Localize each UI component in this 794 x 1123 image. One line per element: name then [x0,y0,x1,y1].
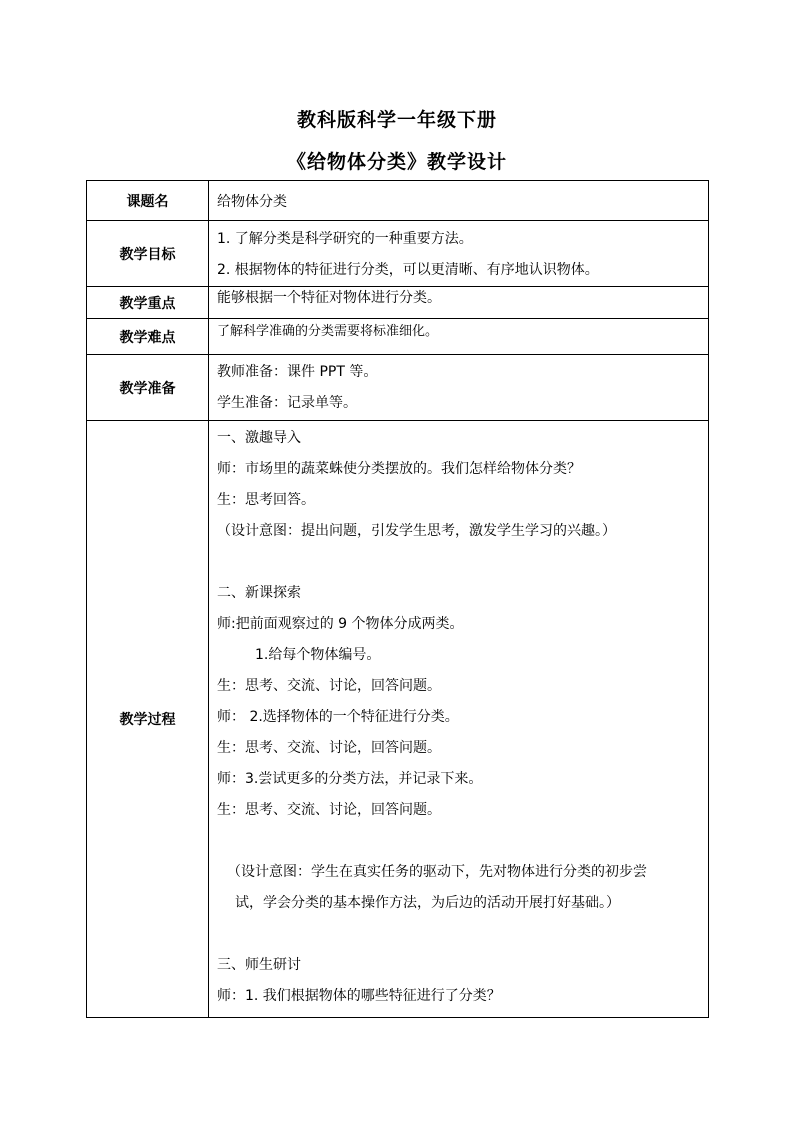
section-heading: 二、新课探索 [217,585,301,601]
objective-line: 2. 根据物体的特征进行分类，可以更清晰、有序地认识物体。 [217,262,599,278]
objectives-cell [209,221,709,287]
topic-value-cell [209,181,709,221]
process-line: 生：思考、交流、讨论，回答问题。 [217,678,441,694]
lesson-plan-table [86,180,709,1018]
table-row-topic [87,181,709,221]
process-line: 师：市场里的蔬菜蛛使分类摆放的。我们怎样给物体分类？ [217,461,581,477]
process-line: 师：1. 我们根据物体的哪些特征进行了分类？ [217,988,501,1004]
process-line: 师:把前面观察过的 9 个物体分成两类。 [217,616,464,632]
topic-label: 课题名 [87,181,209,221]
objective-line: 1. 了解分类是科学研究的一种重要方法。 [217,231,473,247]
table-row-objectives [87,221,709,287]
design-intent-note [217,857,702,919]
design-intent-note: （设计意图：提出问题，引发学生思考，激发学生学习的兴趣。） [217,523,616,539]
key-points-cell [209,287,709,319]
section-heading: 一、激趣导入 [217,430,301,446]
key-points-label: 教学重点 [87,287,209,319]
preparation-label: 教学准备 [87,355,209,421]
preparation-line: 教师准备：课件 PPT 等。 [217,364,378,380]
preparation-line: 学生准备：记录单等。 [217,395,357,411]
spacer [217,547,702,578]
document-title: 教科版科学一年级下册 [296,109,497,131]
difficulties-label: 教学难点 [87,319,209,355]
difficulties-value: 了解科学准确的分类需要将标准细化。 [217,324,439,339]
topic-value: 给物体分类 [217,193,287,210]
section-heading: 三、师生研讨 [217,957,301,973]
table-row-key-points [87,287,709,319]
process-line: 生：思考、交流、讨论，回答问题。 [217,802,441,818]
difficulties-cell [209,319,709,355]
design-intent-line: （设计意图：学生在真实任务的驱动下，先对物体进行分类的初步尝 [227,864,647,880]
design-intent-line: 试，学会分类的基本操作方法，为后边的活动开展打好基础。） [235,895,620,911]
spacer [217,826,702,857]
table-row-process [87,421,709,1018]
key-points-value: 能够根据一个特征对物体进行分类。 [217,290,441,306]
preparation-cell [209,355,709,421]
process-line: 生：思考回答。 [217,492,315,508]
process-cell [209,421,709,1018]
objectives-label: 教学目标 [87,221,209,287]
spacer [217,919,702,950]
process-line: 师：3.尝试更多的分类方法，并记录下来。 [217,771,483,787]
process-label: 教学过程 [87,421,209,1018]
table-row-difficulties [87,319,709,355]
process-line: 生：思考、交流、讨论，回答问题。 [217,740,441,756]
document-subtitle: 《给物体分类》教学设计 [286,151,507,173]
process-step: 1.给每个物体编号。 [255,647,381,663]
table-row-preparation [87,355,709,421]
process-line: 师： 2.选择物体的一个特征进行分类。 [217,709,459,725]
